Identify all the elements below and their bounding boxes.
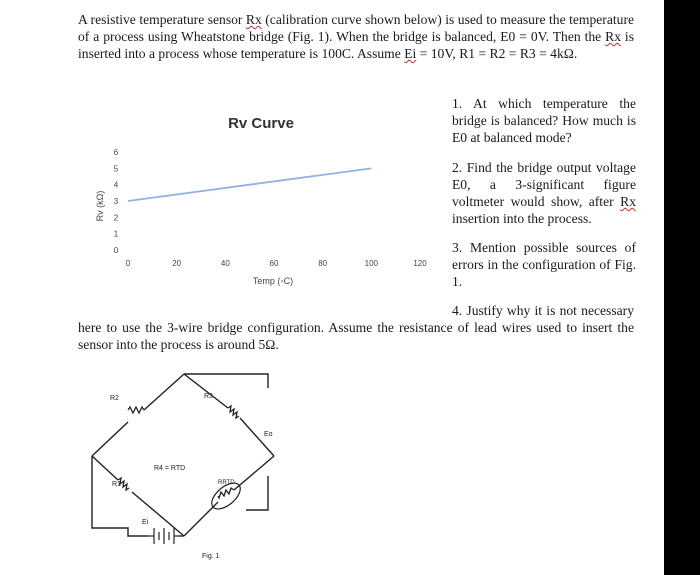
figure-caption: Fig. 1: [202, 553, 220, 560]
x-tick-label: 40: [220, 259, 230, 268]
rtd-label: RRTD: [218, 480, 235, 486]
x-tick-label: 120: [413, 259, 427, 268]
bridge-wiring: [92, 374, 274, 536]
y-tick-label: 4: [113, 180, 119, 190]
question-2-text-b: insertion into the process.: [452, 211, 592, 226]
x-tick-label: 20: [172, 259, 182, 268]
rx-term: Rx: [245, 12, 262, 27]
x-axis-ticks: [126, 259, 427, 268]
intro-text-1: A resistive temperature sensor: [78, 12, 246, 27]
y-tick-label: 6: [113, 148, 119, 157]
series-line-rv: [128, 168, 371, 201]
r3-resistor: [228, 406, 239, 418]
intro-text-3: is inserted into a process whose temperature is 100C. Assume: [78, 29, 634, 61]
wheatstone-bridge-figure: [78, 360, 298, 570]
series-layer: [128, 168, 371, 201]
chart-ylabel: Rv (kΩ): [95, 190, 105, 222]
question-3: 3. Mention possible sources of errors in the configuration of Fig. 1.: [452, 240, 636, 289]
chart-xlabel: Temp (◦C): [252, 276, 294, 286]
y-tick-label: 3: [113, 197, 119, 206]
question-4: 4. Justify why it is not necessary here to use the 3-wire bridge configuration. Assume the resistance of lead wires used to insert the sensor into the process is around 5Ω.: [78, 303, 634, 352]
x-tick-label: 100: [364, 259, 379, 268]
question-2: [452, 159, 636, 227]
r2-resistor: [128, 407, 144, 413]
intro-text-4: = 10V, R1 = R2 = R3 = 4kΩ.: [416, 46, 578, 61]
x-tick-label: 60: [269, 259, 279, 268]
y-tick-label: 2: [113, 213, 119, 223]
r2-label: R2: [110, 395, 119, 402]
problem-intro: [78, 11, 634, 62]
ei-label: Ei: [142, 519, 149, 526]
battery-icon: [148, 528, 178, 544]
rx-term: Rx: [605, 29, 622, 44]
r3-label: R3: [204, 393, 213, 400]
x-tick-label: 80: [318, 259, 328, 268]
question-2-text-a: 2. Find the bridge output voltage E0, a 3-significant figure voltmeter would show, after: [452, 160, 636, 209]
y-tick-label: 0: [113, 246, 119, 255]
question-1: 1. At which temperature the bridge is balanced? How much is E0 at balanced mode?: [452, 96, 636, 145]
r4-label: R4 = RTD: [154, 465, 186, 472]
y-tick-label: 5: [113, 164, 119, 174]
y-tick-label: 1: [113, 229, 119, 239]
intro-text-2: (calibration curve shown below) is used to measure the temperature of a process using Wheatstone bridge (Fig. 1). When the bridge is balanced, E0 = 0V. Then the: [78, 12, 634, 44]
x-tick-label: 0: [125, 259, 131, 268]
chart-title: Rv Curve: [228, 115, 294, 132]
r1-label: R1: [112, 481, 121, 488]
ei-term: Ei: [404, 46, 417, 61]
rv-curve-chart: [78, 96, 438, 296]
eo-label: Eo: [264, 431, 273, 438]
rx-term: Rx: [620, 194, 636, 209]
y-axis-ticks: [114, 148, 119, 255]
